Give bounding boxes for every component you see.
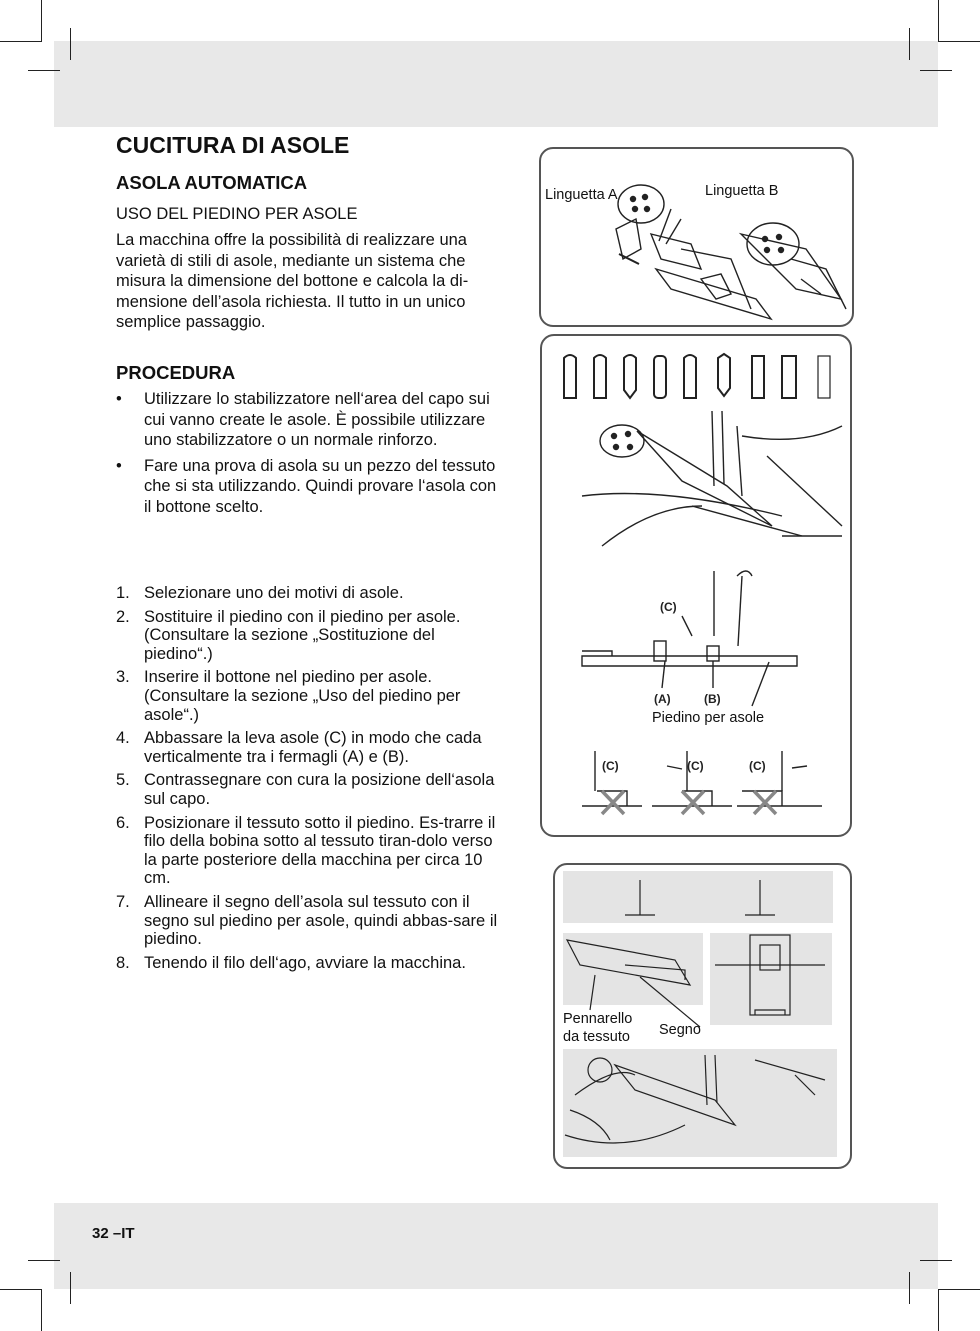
list-item: 6. Posizionare il tessuto sotto il piedino. Es-trarre il filo della bobina sotto al tessuto tiran-dolo verso la parte posteriore della macchina per circa 10 cm.	[116, 813, 496, 888]
list-item: • Fare una prova di asola su un pezzo del tessuto che si sta utilizzando. Quindi provare l‘asola con il bottone scelto.	[116, 456, 497, 516]
figure-marking-fabric	[553, 863, 852, 1169]
list-item: 3. Inserire il bottone nel piedino per asole. (Consultare la sezione „Uso del piedino per asole“.)	[116, 668, 461, 724]
list-item: 1. Selezionare uno dei motivi di asole.	[116, 584, 404, 602]
label-lever-c: (C)	[660, 600, 677, 614]
subheading-foot-usage: USO DEL PIEDINO PER ASOLE	[116, 205, 358, 223]
list-item: 7. Allineare il segno dell’asola sul tessuto con il segno sul piedino per asole, quindi abbas-sare il piedino.	[116, 892, 498, 949]
label-c-3: (C)	[749, 759, 766, 773]
section-heading-procedure: PROCEDURA	[116, 362, 236, 383]
bullet-list	[116, 389, 508, 523]
label-c-2: (C)	[687, 759, 704, 773]
label-clip-b: (B)	[704, 692, 721, 706]
label-mark: Segno	[659, 1022, 701, 1038]
buttonhole-foot-illustration	[541, 149, 852, 325]
page-number: 32 –IT	[92, 1225, 135, 1242]
figure-buttonhole-foot-tabs	[539, 147, 854, 327]
label-tab-a: Linguetta A	[545, 187, 618, 203]
label-buttonhole-foot: Piedino per asole	[652, 710, 765, 726]
list-item: 5. Contrassegnare con cura la posizione dell‘asola sul capo.	[116, 771, 495, 808]
page-title: CUCITURA DI ASOLE	[116, 132, 350, 158]
list-item: • Utilizzare lo stabilizzatore nell‘area del capo sui cui vanno create le asole. È possibile utilizzare uno stabilizzatore o un normale rinforzo.	[116, 390, 490, 450]
list-item: 2. Sostituire il piedino con il piedino per asole. (Consultare la sezione „Sostituzione del piedino“.)	[116, 607, 461, 663]
section-heading-automatic: ASOLA AUTOMATICA	[116, 172, 308, 193]
label-fabric-pen: Pennarello da tessuto	[563, 1011, 633, 1045]
steps-list	[116, 584, 508, 977]
footer-band	[54, 1203, 938, 1289]
header-band	[54, 41, 938, 127]
list-item: 4. Abbassare la leva asole (C) in modo che cada verticalmente tra i fermagli (A) e (B).	[116, 729, 482, 766]
label-tab-b: Linguetta B	[705, 183, 779, 199]
label-clip-a: (A)	[654, 692, 671, 706]
figure-buttonhole-lever	[540, 334, 852, 837]
list-item: 8. Tenendo il filo dell‘ago, avviare la macchina.	[116, 953, 466, 972]
intro-paragraph: La macchina offre la possibilità di realizzare una varietà di stili di asole, mediante un sistema che misura la dimensione del bottone e calcola la di-mensione dell’asola richiesta. Il tutto in un unico semplice passaggio.	[116, 231, 469, 332]
label-c-1: (C)	[602, 759, 619, 773]
